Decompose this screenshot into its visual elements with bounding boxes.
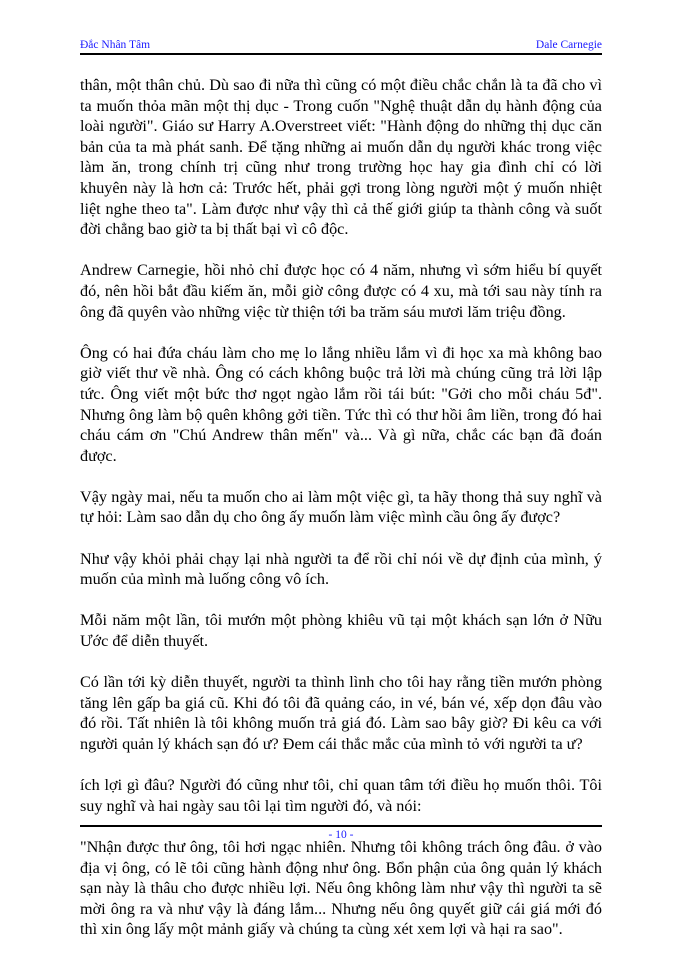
page-header bbox=[80, 38, 602, 54]
header-divider bbox=[80, 53, 602, 55]
paragraph: Như vậy khỏi phải chạy lại nhà người ta để rồi chỉ nói về dự định của mình, ý muốn của mình mà luống công vô ích. bbox=[80, 549, 602, 589]
author-name: Dale Carnegie bbox=[535, 39, 602, 51]
paragraph: Mỗi năm một lần, tôi mướn một phòng khiêu vũ tại một khách sạn lớn ở Nữu Ước để diễn thuyết. bbox=[80, 611, 602, 651]
paragraph: Ông có hai đứa cháu làm cho mẹ lo lắng nhiều lắm vì đi học xa mà không bao giờ viết thư về nhà. Ông có cách không buộc trả lời mà chúng cũng trả lời lập tức. Ông viết một bức thơ ngọt ngào lắm rồi tái bút: "Gởi cho mỗi cháu 5đ". Nhưng ông làm bộ quên không gởi tiền. Tức thì có thư hồi âm liền, trong đó hai cháu cám ơn "Chú Andrew thân mến" và... Và gì nữa, chắc các bạn đã đoán được. bbox=[80, 343, 602, 465]
paragraph: ích lợi gì đâu? Người đó cũng như tôi, chỉ quan tâm tới điều họ muốn thôi. Tôi suy nghĩ và hai ngày sau tôi lại tìm người đó, và nói: bbox=[80, 776, 602, 815]
paragraph: thân, một thân chủ. Dù sao đi nữa thì cũng có một điều chắc chắn là ta đã cho vì ta muốn thỏa mãn một thị dục - Trong cuốn "Nghệ thuật dẫn dụ hành động của loài người". Giáo sư Harry A.Overstreet viết: "Hành động do những thị dục căn bản của ta mà phát sanh. Để tặng những ai muốn dẫn dụ người khác trong việc làm ăn, trong chính trị cũng như trong trường học hay gia đình chỉ có lời khuyên này là hơn cả: Trước hết, phải gợi trong lòng người một ý muốn nhiệt liệt nghe theo ta". Làm được như vậy thì cả thế giới giúp ta thành công và suốt đời chẳng bao giờ ta bị thất bại vì cô độc. bbox=[80, 76, 602, 239]
paragraph: Vậy ngày mai, nếu ta muốn cho ai làm một việc gì, ta hãy thong thả suy nghĩ và tự hỏi: Làm sao dẫn dụ cho ông ấy muốn làm việc mình cầu ông ấy được? bbox=[80, 487, 602, 527]
paragraph: Andrew Carnegie, hồi nhỏ chỉ được học có 4 năm, nhưng vì sớm hiểu bí quyết đó, nên hồi bắt đầu kiếm ăn, mỗi giờ công được có 4 xu, mà tới sau này tính ra ông đã quyên vào những việc từ thiện tới ba trăm sáu mươi lăm triệu đồng. bbox=[80, 261, 602, 321]
paragraph: "Nhận được thư ông, tôi hơi ngạc nhiên. Nhưng tôi không trách ông đâu. ở vào địa vị ông, có lẽ tôi cũng hành động như ông. Bổn phận của ông quản lý khách sạn này là thâu cho được nhiều lợi. Nếu ông không làm như vậy thì người ta sẽ mời ông ra và như vậy là đáng lắm... Nhưng nếu ông quyết giữ cái giá mới đó thì xin ông lấy một mảnh giấy và chúng ta cùng xét xem lợi và hại ra sao". bbox=[80, 837, 602, 939]
book-title: Đắc Nhân Tâm bbox=[80, 39, 151, 51]
paragraph: Có lần tới kỳ diễn thuyết, người ta thình lình cho tôi hay rằng tiền mướn phòng tăng lên gấp ba giá cũ. Khi đó tôi đã quảng cáo, in vé, bán vé, xếp dọn đâu vào đó rồi. Tất nhiên là tôi không muốn trả giá đó. Làm sao bây giờ? Đi kêu ca với người quản lý khách sạn đó ư? Đem cái thắc mắc của mình tỏ với người ta ư? bbox=[80, 673, 602, 753]
footer-divider bbox=[80, 825, 602, 827]
page-number: - 10 - bbox=[328, 829, 354, 841]
